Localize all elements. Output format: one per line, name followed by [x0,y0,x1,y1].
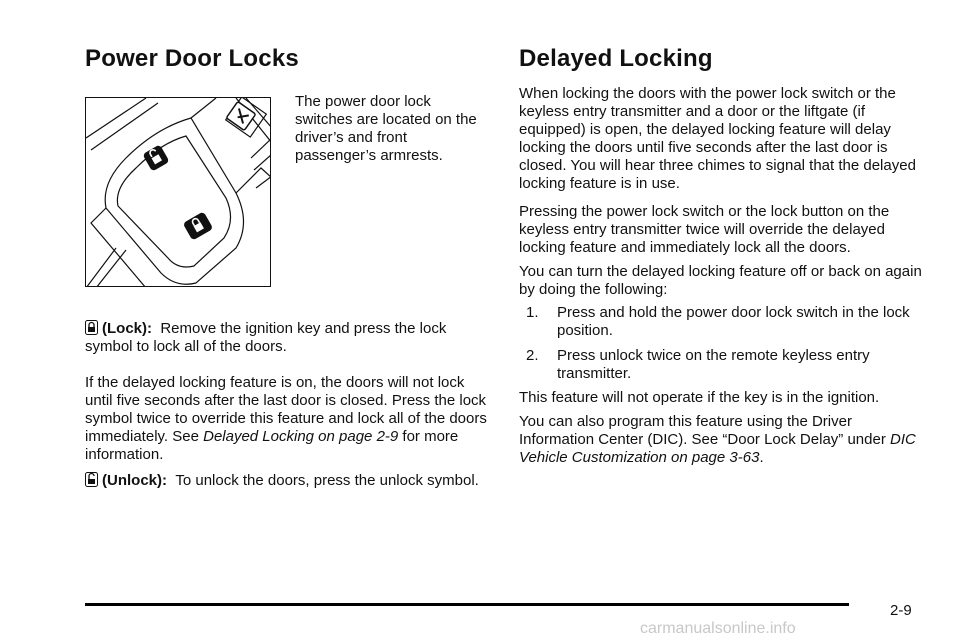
lock-label: (Lock): [102,320,152,337]
delayed-locking-paragraph-5 [519,413,924,467]
delayed-locking-paragraph-3: You can turn the delayed locking feature off or back on again by doing the following: [519,263,922,298]
section-title-delayed-locking: Delayed Locking [519,45,713,72]
delayed-locking-paragraph-2: Pressing the power lock switch or the lock button on the keyless entry transmitter twice will override the delayed locking feature and immediately lock all the doors. [519,203,890,256]
steps-list [519,304,924,390]
page-number: 2-9 [890,602,912,619]
list-item [526,347,924,383]
lock-description [85,320,495,356]
delayed-locking-link[interactable]: Delayed Locking on page 2-9 [203,428,399,445]
lock-text: Remove the ignition key and press the lock symbol to lock all of the doors. [85,320,447,355]
delayed-locking-paragraph-4: This feature will not operate if the key is in the ignition. [519,389,880,406]
p5-text-1: You can also program this feature using the Driver Information Center (DIC). See “Door Lock Delay” under [519,413,890,448]
step-text: Press and hold the power door lock switch in the lock position. [557,304,910,339]
step-number: 1. [526,304,539,321]
unlock-label: (Unlock): [102,472,167,489]
unlock-text: To unlock the doors, press the unlock symbol. [175,472,479,489]
delay-text-2: for more information. [85,428,459,463]
unlock-description [85,472,495,490]
step-number: 2. [526,347,539,364]
footer-rule [85,603,849,606]
door-lock-switch-illustration [85,97,271,287]
lock-icon [85,320,98,335]
p5-text-2: . [759,449,764,466]
delayed-locking-paragraph-1: When locking the doors with the power lock switch or the keyless entry transmitter and a door or the liftgate (if equipped) is open, the delayed locking feature will delay locking the doors until five seconds after the last door is closed. You will hear three chimes to signal that the delayed locking feature is in use. [519,85,916,192]
dic-customization-link[interactable]: DIC Vehicle Customization on page 3-63 [519,431,916,466]
footer-watermark: carmanualsonline.info [640,620,796,637]
delay-text-1: If the delayed locking feature is on, the doors will not lock until five seconds after the last door is closed. Press the lock symbol twice to override this feature and lock all of the doors immediately. See [85,374,487,445]
delay-paragraph [85,374,495,464]
step-text: Press unlock twice on the remote keyless entry transmitter. [557,347,870,382]
figure-caption: The power door lock switches are located on the driver’s and front passenger’s armrests. [295,93,477,164]
section-title-power-door-locks: Power Door Locks [85,45,299,72]
list-item [526,304,924,340]
door-lock-switch-drawing [86,98,271,287]
unlock-icon [85,472,98,487]
